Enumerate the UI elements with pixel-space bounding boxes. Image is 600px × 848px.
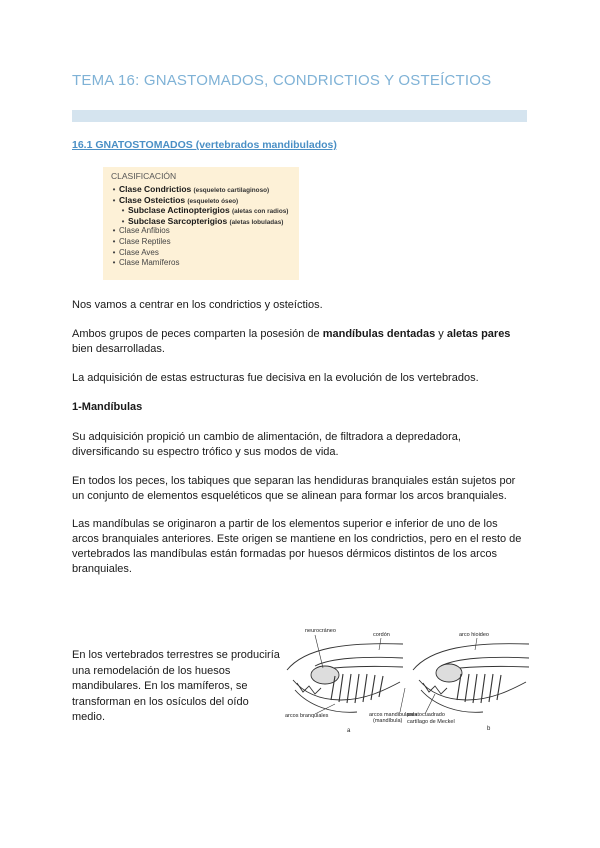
bullet-icon: • [112, 185, 116, 194]
list-item: • Clase Anfibios [109, 226, 288, 237]
subheading-mandibulas: 1-Mandíbulas [72, 401, 143, 413]
label-neurocraneo: neurocráneo [305, 628, 336, 634]
classification-list [109, 184, 288, 269]
paragraph-shared-traits: Ambos grupos de peces comparten la posesión de mandíbulas dentadas y aletas pares bien desarrolladas. [72, 328, 511, 355]
neurocranium-b [436, 664, 462, 682]
paragraph-tabiques: En todos los peces, los tabiques que separan las hendiduras branquiales están sujetos por un conjunto de elementos esqueléticos que se alinean para formar los arcos branquiales. [72, 475, 516, 502]
label-cordon: cordón [373, 632, 390, 638]
label-arco-hioideo: arco hioideo [459, 632, 489, 638]
list-item: • Clase Aves [109, 248, 288, 259]
list-item: • Clase Mamíferos [109, 258, 288, 269]
bullet-icon: • [112, 226, 116, 236]
bullet-icon: • [112, 195, 116, 205]
label-cartilago: cartílago de Meckel [407, 719, 455, 725]
list-item: • Clase Condrictios (esqueleto cartilaginoso) [109, 184, 288, 195]
label-arcos-mandibulares: arcos mandibulares [369, 712, 417, 718]
list-item: • Clase Osteictios (esqueleto óseo) [109, 195, 288, 206]
label-palatocuadrado: palatocuadrado [407, 712, 445, 718]
paragraph-terrestres: En los vertebrados terrestres se produciría una remodelación de los huesos mandibulares. En los mamíferos, se transforman en los osículos del oído medio. [72, 649, 280, 723]
label-arcos-branquiales: arcos branquiales [285, 713, 329, 719]
list-item: • Subclase Sarcopterigios (aletas lobuladas) [109, 216, 288, 227]
bullet-icon: • [112, 247, 116, 257]
jaw-evolution-figure [285, 620, 529, 735]
label-mandibular-note: (mandíbula) [373, 718, 403, 724]
bullet-icon: • [121, 206, 125, 216]
title-divider-bar [72, 110, 527, 122]
paragraph-adquisicion: Su adquisición propició un cambio de alimentación, de filtradora a depredadora, diversificando su espectro trófico y sus modos de vida. [72, 431, 461, 458]
label-panel-b: b [487, 726, 491, 732]
page-title: TEMA 16: GNASTOMADOS, CONDRICTIOS Y OSTEÍCTIOS [72, 72, 492, 89]
paragraph-evolution: La adquisición de estas estructuras fue decisiva en la evolución de los vertebrados. [72, 372, 479, 384]
section-heading-link[interactable]: 16.1 GNATOSTOMADOS (vertebrados mandibulados) [72, 139, 337, 151]
bullet-icon: • [121, 216, 125, 226]
classification-figure [103, 167, 299, 280]
paragraph-intro: Nos vamos a centrar en los condrictios y osteíctios. [72, 299, 323, 311]
bullet-icon: • [112, 236, 116, 246]
label-panel-a: a [347, 728, 351, 734]
list-item: • Subclase Actinopterigios (aletas con radios) [109, 205, 288, 216]
list-item: • Clase Reptiles [109, 237, 288, 248]
bullet-icon: • [112, 258, 116, 268]
paragraph-origen: Las mandíbulas se originaron a partir de los elementos superior e inferior de uno de los arcos branquiales anteriores. Este origen se mantiene en los condrictios, pero en el resto de vertebrados las mandíbulas están formadas por huesos dérmicos distintos de los arcos branquiales. [72, 518, 522, 575]
neurocranium-a [311, 666, 339, 684]
classification-heading: CLASIFICACIÓN [111, 171, 177, 181]
